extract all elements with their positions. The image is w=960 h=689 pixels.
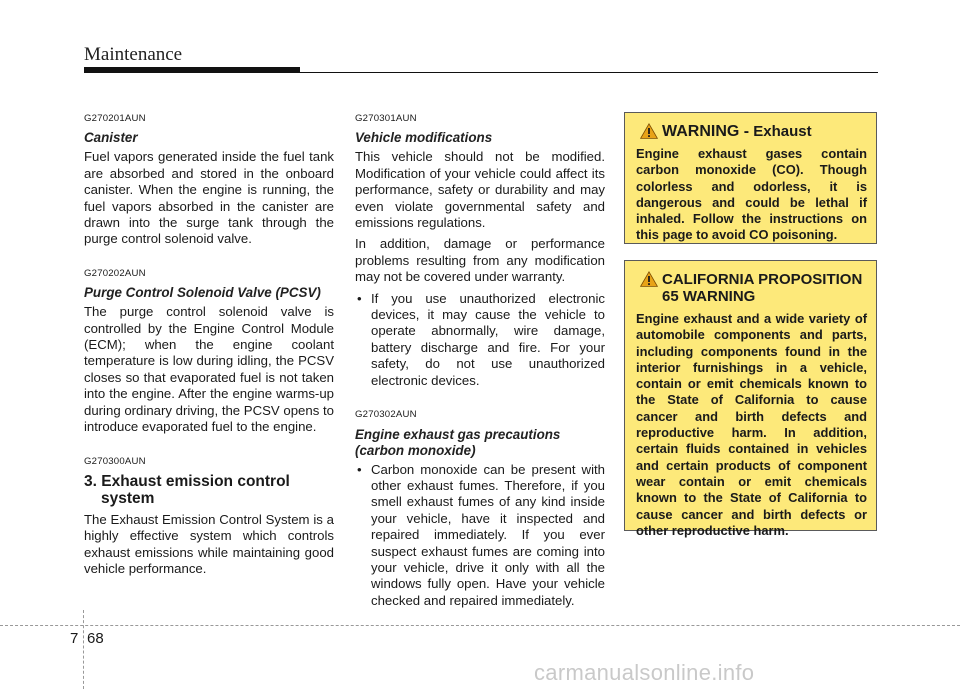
precautions-title: Engine exhaust gas precautions (carbon monoxide): [355, 426, 561, 458]
bullet-icon: •: [357, 461, 362, 477]
column-2: [355, 111, 605, 609]
section-code: G270301AUN: [355, 113, 417, 124]
section-code: G270201AUN: [84, 113, 146, 124]
prop65-title: CALIFORNIA PROPOSITION 65 WARNING: [662, 271, 863, 305]
prop65-warning-box: [624, 260, 877, 538]
exhaust-warning-box: [624, 112, 877, 244]
page-number: 68: [87, 630, 104, 647]
list-item: [355, 291, 605, 389]
modifications-bullets: [355, 291, 605, 389]
warning-title: [636, 123, 867, 140]
warning-body: Engine exhaust gases contain carbon monoxide (CO). Though colorless and odorless, it is dangerous and could be lethal if inhaled. Follow the instructions on this page to avoid CO poisoning.: [636, 146, 867, 243]
page-header-title: Maintenance: [84, 44, 183, 65]
section-code: G270202AUN: [84, 267, 146, 279]
footer-divider: [83, 610, 84, 689]
warning-body: Engine exhaust and a wide variety of automobile components and parts, including components found in the interior furnishings in a vehicle, contain or emit chemicals known to the State of California to cause cancer and birth defects and reproductive harm. In addition, certain fluids contained in vehicles and certain products of component wear contain or emit chemicals known to the State of California to cause cancer and birth defects or other reproductive harm.: [636, 311, 867, 538]
precautions-bullets: [355, 462, 605, 610]
bullet-icon: •: [357, 290, 362, 306]
pcsv-title: Purge Control Solenoid Valve (PCSV): [84, 285, 321, 301]
bullet-text: If you use unauthorized electronic devices, it may cause the vehicle to operate abnormally, wire damage, battery discharge and fire. For your safety, do not use unauthorized electronic devices.: [371, 290, 605, 388]
pcsv-body: The purge control solenoid valve is controlled by the Engine Control Module (ECM); when the engine coolant temperature is low during idling, the PCSV closes so that evaporated fuel is not taken into the engine. After the engine warms-up during ordinary driving, the PCSV opens to introduce evaporated fuel to the engine.: [84, 304, 334, 435]
warning-triangle-icon: [640, 271, 658, 287]
modifications-body-1: This vehicle should not be modified. Modification of your vehicle could affect its performance, safety or durability and may even violate governmental safety and emissions regulations.: [355, 149, 605, 231]
canister-title: Canister: [84, 130, 138, 146]
section-code: G270302AUN: [355, 409, 417, 421]
warning-title: [636, 271, 867, 305]
warning-title-suffix: Exhaust: [753, 123, 812, 140]
watermark: carmanualsonline.info: [534, 660, 755, 685]
chapter-number: 7: [70, 630, 79, 647]
warning-triangle-icon: [640, 123, 658, 139]
exhaust-system-body: The Exhaust Emission Control System is a highly effective system which controls exhaust emissions while maintaining good vehicle performance.: [84, 511, 334, 577]
modifications-body-2: In addition, damage or performance problems resulting from any modification may not be covered under warranty.: [355, 236, 605, 285]
canister-body: Fuel vapors generated inside the fuel tank are absorbed and stored in the onboard canister. When the engine is running, the fuel vapors absorbed in the canister are drawn into the surge tank through the purge control solenoid valve.: [84, 149, 334, 247]
modifications-title: Vehicle modifications: [355, 130, 493, 146]
header-bar: [84, 67, 300, 73]
footer-rule: [0, 625, 960, 626]
header-rule: [300, 72, 878, 73]
column-1: [84, 111, 334, 578]
section-code: G270300AUN: [84, 455, 146, 467]
exhaust-system-heading: 3. Exhaust emission control system: [84, 472, 290, 507]
list-item: [355, 462, 605, 610]
warning-title-prefix: WARNING -: [662, 123, 750, 140]
bullet-text: Carbon monoxide can be present with other exhaust fumes. Therefore, if you smell exhaust fumes of any kind inside your vehicle, have it inspected and repaired immediately. If you ever suspect exhaust fumes are coming into your vehicle, drive it only with all the windows fully open. Have your vehicle checked and repaired immediately.: [371, 461, 605, 608]
